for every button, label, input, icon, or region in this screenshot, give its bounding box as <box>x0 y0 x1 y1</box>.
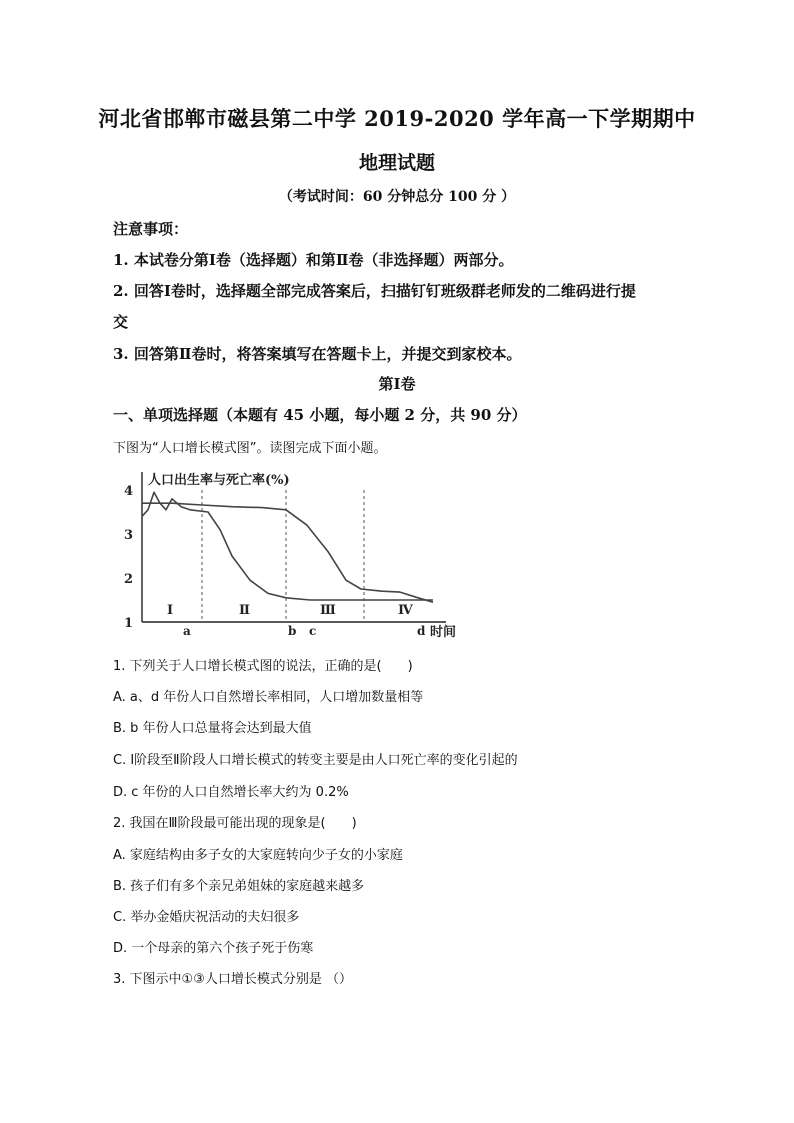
y-tick-label: 4 <box>124 484 134 499</box>
answer-option: B. 孩子们有多个亲兄弟姐妹的家庭越来越多 <box>113 879 365 894</box>
stage-label: Ⅳ <box>398 603 413 618</box>
answer-option: D. c 年份的人口自然增长率大约为 0.2% <box>113 785 349 800</box>
stage-labels <box>167 603 413 618</box>
stage-label: Ⅱ <box>239 603 250 618</box>
note-item-2-line1: 2. 回答Ⅰ卷时，选择题全部完成答案后，扫描钉钉班级群老师发的二维码进行提 <box>113 282 636 300</box>
series-lines <box>142 492 433 602</box>
x-marker-a: a <box>183 624 191 638</box>
series-line-1 <box>142 503 433 602</box>
answer-option: A. 家庭结构由多子女的大家庭转向少子女的小家庭 <box>113 848 403 863</box>
exam-info: （考试时间：60 分钟总分 100 分 ） <box>278 189 516 205</box>
y-tick-labels <box>124 484 133 631</box>
y-tick-label: 3 <box>124 528 134 543</box>
notes-heading: 注意事项： <box>113 220 189 238</box>
x-marker-c: c <box>309 624 317 638</box>
note-item-2-line2: 交 <box>113 313 129 331</box>
x-marker-labels <box>183 624 426 638</box>
section-title: 一、单项选择题（本题有 45 小题，每小题 2 分，共 90 分） <box>113 406 527 424</box>
series-line-2 <box>142 492 433 600</box>
chart-title: 人口出生率与死亡率(%) <box>148 473 290 488</box>
y-tick-label: 1 <box>124 616 134 631</box>
question-intro: 下图为“人口增长模式图”。读图完成下面小题。 <box>113 441 387 456</box>
document-title: 河北省邯郸市磁县第二中学 2019-2020 学年高一下学期期中 <box>98 106 696 131</box>
part-title: 第Ⅰ卷 <box>378 375 416 393</box>
stage-label: Ⅲ <box>320 603 336 618</box>
document-subject: 地理试题 <box>358 152 435 174</box>
answer-option: D. 一个母亲的第六个孩子死于伤寒 <box>113 941 314 956</box>
answer-option: B. b 年份人口总量将会达到最大值 <box>113 721 312 736</box>
question-stem: 3. 下图示中①③人口增长模式分别是 （） <box>113 972 352 987</box>
answer-option: C. Ⅰ阶段至Ⅱ阶段人口增长模式的转变主要是由人口死亡率的变化引起的 <box>113 753 518 768</box>
question-stem: 2. 我国在Ⅲ阶段最可能出现的现象是( ) <box>113 816 357 831</box>
answer-option: A. a、d 年份人口自然增长率相同，人口增加数量相等 <box>113 690 424 705</box>
stage-label: Ⅰ <box>167 603 174 618</box>
population-growth-chart <box>112 462 462 642</box>
y-tick-label: 2 <box>124 572 134 587</box>
note-item-3: 3. 回答第Ⅱ卷时，将答案填写在答题卡上，并提交到家校本。 <box>113 345 522 363</box>
x-axis-label: 时间 <box>430 625 457 640</box>
x-marker-b: b <box>288 624 297 638</box>
x-marker-d: d <box>417 624 426 638</box>
question-stem: 1. 下列关于人口增长模式图的说法，正确的是( ) <box>113 659 413 674</box>
note-item-1: 1. 本试卷分第Ⅰ卷（选择题）和第Ⅱ卷（非选择题）两部分。 <box>113 251 514 269</box>
answer-option: C. 举办金婚庆祝活动的夫妇很多 <box>113 910 300 925</box>
